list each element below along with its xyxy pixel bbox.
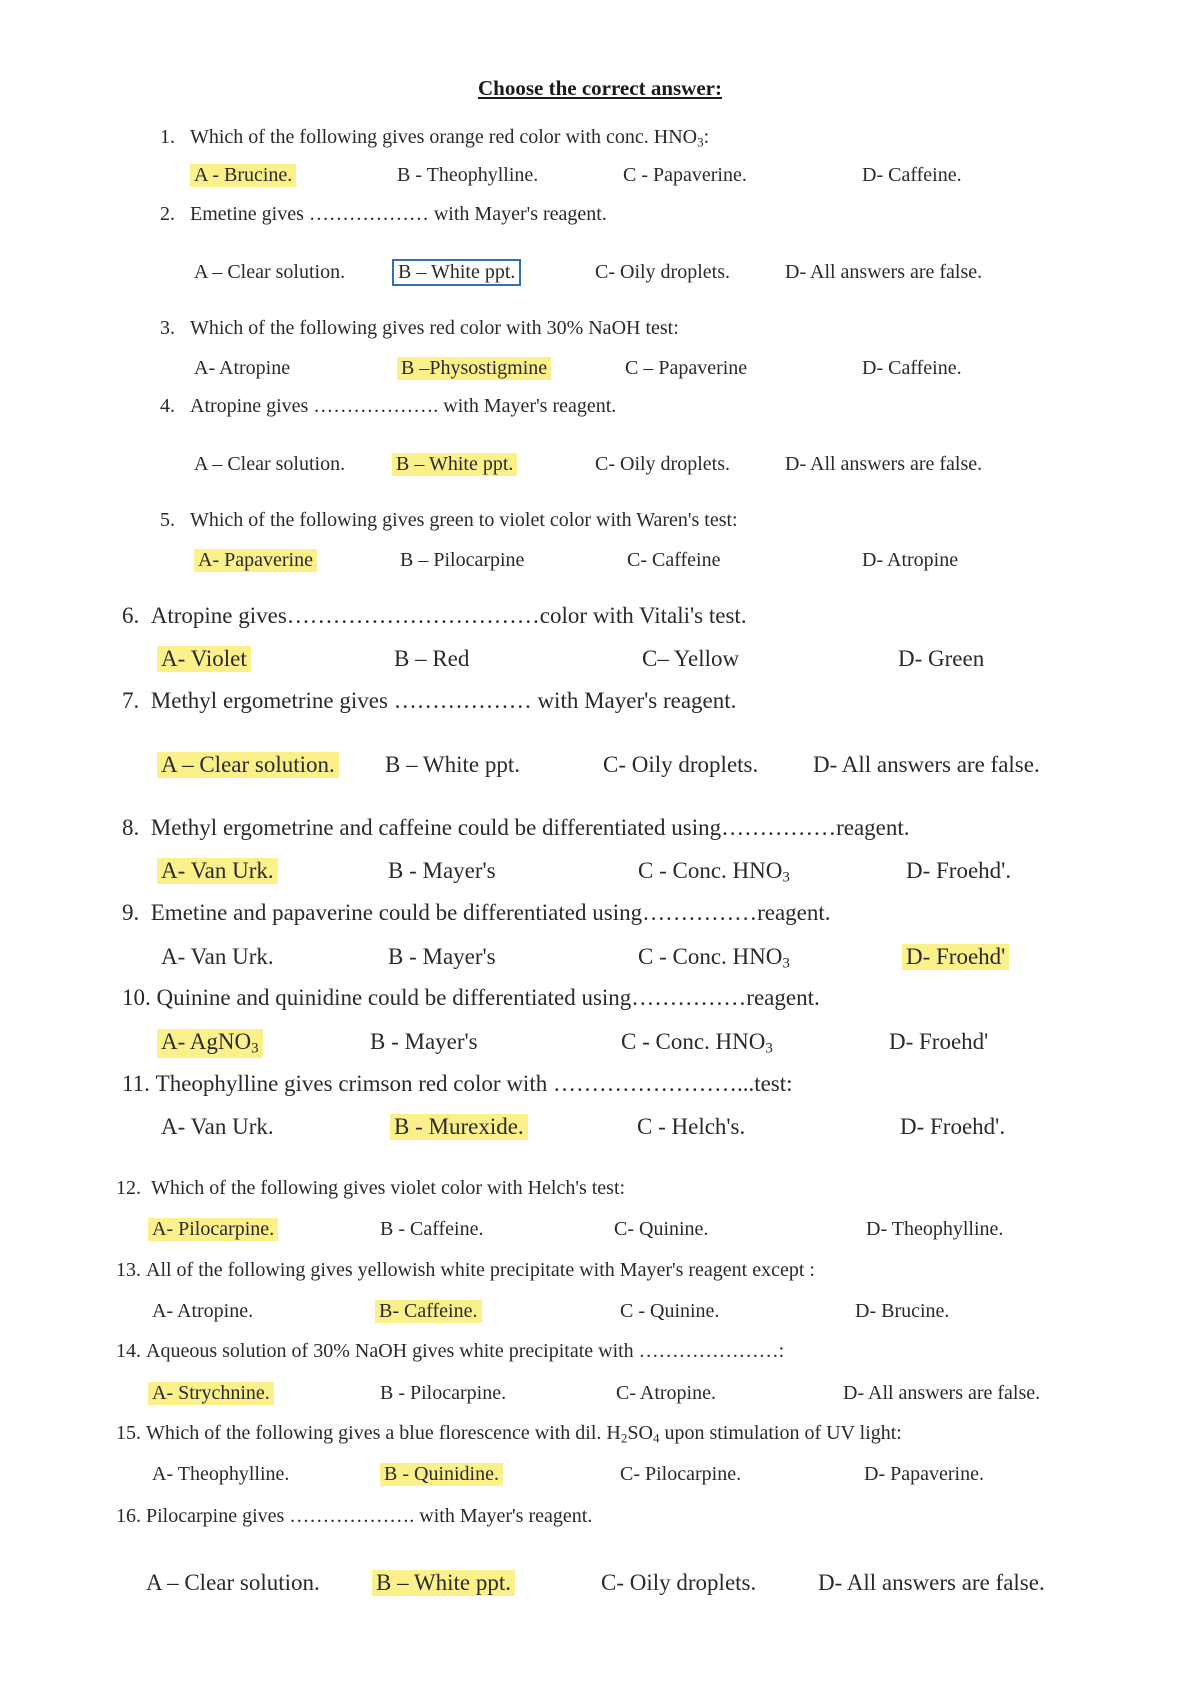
q4-option-d[interactable]: D- All answers are false.	[785, 453, 983, 475]
q5-option-a[interactable]: A- Papaverine	[194, 549, 317, 572]
question-9: 9. Emetine and papaverine could be differentiated using……………reagent.	[122, 900, 831, 925]
q9-option-d[interactable]: D- Froehd'	[902, 944, 1009, 970]
question-11: 11. Theophylline gives crimson red color with ……………………...test:	[122, 1071, 793, 1096]
q8-option-a[interactable]: A- Van Urk.	[157, 858, 278, 884]
q14-option-d[interactable]: D- All answers are false.	[843, 1382, 1041, 1404]
q11-option-c[interactable]: C - Helch's.	[637, 1114, 746, 1139]
q13-option-c[interactable]: C - Quinine.	[620, 1300, 720, 1322]
question-8: 8. Methyl ergometrine and caffeine could be differentiated using……………reagent.	[122, 815, 910, 840]
q12-option-c[interactable]: C- Quinine.	[614, 1218, 709, 1240]
q1-option-d[interactable]: D- Caffeine.	[862, 164, 962, 186]
q9-option-a[interactable]: A- Van Urk.	[161, 944, 274, 969]
q16-option-a[interactable]: A – Clear solution.	[146, 1570, 320, 1595]
q7-option-c[interactable]: C- Oily droplets.	[603, 752, 759, 777]
q6-option-a[interactable]: A- Violet	[157, 646, 251, 672]
q7-option-b[interactable]: B – White ppt.	[385, 752, 521, 777]
q8-option-d[interactable]: D- Froehd'.	[906, 858, 1012, 883]
q13-option-b[interactable]: B- Caffeine.	[375, 1300, 482, 1323]
q10-option-d[interactable]: D- Froehd'	[889, 1029, 989, 1054]
q4-option-a[interactable]: A – Clear solution.	[194, 453, 346, 475]
question-7: 7. Methyl ergometrine gives ……………… with Mayer's reagent.	[122, 688, 737, 713]
q14-option-c[interactable]: C- Atropine.	[616, 1382, 716, 1404]
q3-option-d[interactable]: D- Caffeine.	[862, 357, 962, 379]
q15-option-a[interactable]: A- Theophylline.	[152, 1463, 290, 1485]
q16-option-b[interactable]: B – White ppt.	[372, 1570, 515, 1596]
q2-option-b[interactable]: B – White ppt.	[392, 259, 521, 286]
q9-option-c[interactable]: C - Conc. $HNO_3$	[638, 944, 790, 972]
q9-option-b[interactable]: B - Mayer's	[388, 944, 496, 969]
q16-option-c[interactable]: C- Oily droplets.	[601, 1570, 757, 1595]
q12-option-d[interactable]: D- Theophylline.	[866, 1218, 1004, 1240]
q2-option-a[interactable]: A – Clear solution.	[194, 261, 346, 283]
q13-option-a[interactable]: A- Atropine.	[152, 1300, 254, 1322]
q16-option-d[interactable]: D- All answers are false.	[818, 1570, 1045, 1595]
q6-option-d[interactable]: D- Green	[898, 646, 985, 671]
q3-option-a[interactable]: A- Atropine	[194, 357, 291, 379]
q11-option-d[interactable]: D- Froehd'.	[900, 1114, 1006, 1139]
q4-option-b[interactable]: B – White ppt.	[392, 453, 517, 476]
page-title: Choose the correct answer:	[478, 76, 722, 100]
q2-option-c[interactable]: C- Oily droplets.	[595, 261, 730, 283]
q15-option-c[interactable]: C- Pilocarpine.	[620, 1463, 742, 1485]
q10-option-a[interactable]: A- AgNO$_3$	[157, 1029, 263, 1058]
question-15: 15. Which of the following gives a blue florescence with dil. $H_2SO_4$ upon stimulation of UV light:	[116, 1422, 902, 1446]
q11-option-b[interactable]: B - Murexide.	[390, 1114, 528, 1140]
q5-option-b[interactable]: B – Pilocarpine	[400, 549, 525, 571]
q14-option-a[interactable]: A- Strychnine.	[148, 1382, 274, 1405]
q1-option-a[interactable]: A - Brucine.	[190, 164, 296, 187]
q7-option-a[interactable]: A – Clear solution.	[157, 752, 339, 778]
question-16: 16. Pilocarpine gives ………………. with Mayer's reagent.	[116, 1505, 593, 1527]
question-6: 6. Atropine gives……………………………color with Vitali's test.	[122, 603, 747, 628]
q12-option-b[interactable]: B - Caffeine.	[380, 1218, 484, 1240]
q13-option-d[interactable]: D- Brucine.	[855, 1300, 950, 1322]
q1-option-b[interactable]: B - Theophylline.	[397, 164, 539, 186]
q3-option-c[interactable]: C – Papaverine	[625, 357, 748, 379]
q5-option-d[interactable]: D- Atropine	[862, 549, 959, 571]
q14-option-b[interactable]: B - Pilocarpine.	[380, 1382, 507, 1404]
question-3: 3. Which of the following gives red color with 30% NaOH test:	[160, 317, 679, 339]
q1-option-c[interactable]: C - Papaverine.	[623, 164, 747, 186]
question-12: 12. Which of the following gives violet color with Helch's test:	[116, 1177, 626, 1199]
question-2: 2. Emetine gives ……………… with Mayer's reagent.	[160, 203, 607, 225]
q7-option-d[interactable]: D- All answers are false.	[813, 752, 1040, 777]
q8-option-b[interactable]: B - Mayer's	[388, 858, 496, 883]
q6-option-b[interactable]: B – Red	[394, 646, 470, 671]
q15-option-d[interactable]: D- Papaverine.	[864, 1463, 984, 1485]
q6-option-c[interactable]: C– Yellow	[642, 646, 740, 671]
question-4: 4. Atropine gives ………………. with Mayer's reagent.	[160, 395, 617, 417]
q3-option-b[interactable]: B –Physostigmine	[397, 357, 551, 380]
q4-option-c[interactable]: C- Oily droplets.	[595, 453, 730, 475]
q15-option-b[interactable]: B - Quinidine.	[380, 1463, 503, 1486]
question-5: 5. Which of the following gives green to violet color with Waren's test:	[160, 509, 738, 531]
q5-option-c[interactable]: C- Caffeine	[627, 549, 721, 571]
question-14: 14. Aqueous solution of 30% NaOH gives white precipitate with …………………:	[116, 1340, 785, 1362]
question-10: 10. Quinine and quinidine could be differentiated using……………reagent.	[122, 985, 820, 1010]
q12-option-a[interactable]: A- Pilocarpine.	[148, 1218, 278, 1241]
q10-option-c[interactable]: C - Conc. $HNO_3$	[621, 1029, 773, 1057]
question-13: 13. All of the following gives yellowish white precipitate with Mayer's reagent except :	[116, 1259, 815, 1281]
q2-option-d[interactable]: D- All answers are false.	[785, 261, 983, 283]
q8-option-c[interactable]: C - Conc. $HNO_3$	[638, 858, 790, 886]
question-1: 1. Which of the following gives orange red color with conc. $HNO_3$:	[160, 126, 710, 150]
q10-option-b[interactable]: B - Mayer's	[370, 1029, 478, 1054]
q11-option-a[interactable]: A- Van Urk.	[161, 1114, 274, 1139]
